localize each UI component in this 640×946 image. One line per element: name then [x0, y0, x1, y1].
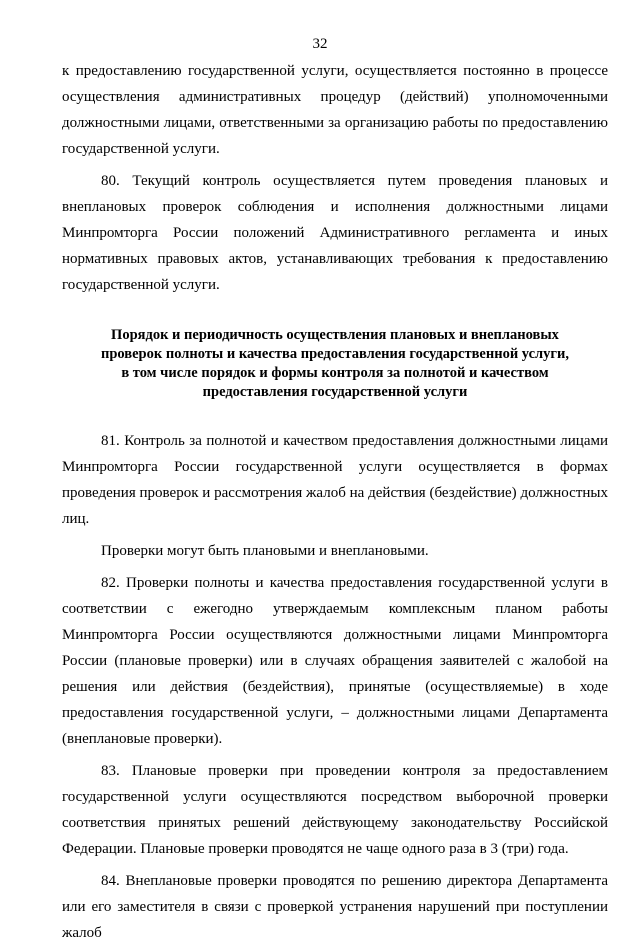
heading-line: проверок полноты и качества предоставления государственной услуги,: [100, 346, 569, 362]
section-heading: [62, 326, 608, 402]
paragraph-81: 81. Контроль за полнотой и качеством предоставления должностными лицами Минпромторга России государственной услуги осуществляется в формах проведения проверок и рассмотрения жалоб на действия (бездействие) должностных лиц.: [62, 433, 608, 527]
paragraph-continuation: к предоставлению государственной услуги, осуществляется постоянно в процессе осуществления административных процедур (действий) уполномоченными должностными лицами, ответственными за организацию работы по предоставлению государственной услуги.: [62, 63, 608, 157]
paragraph-82: 82. Проверки полноты и качества предоставления государственной услуги в соответствии с ежегодно утверждаемым комплексным планом работы Минпромторга России осуществляются должностными лицами Минпромторга России (плановые проверки) или в случаях обращения заявителей с жалобой на решения или действия (бездействия), принятые (осуществляемые) в ходе предоставления государственной услуги, – должностными лицами Департамента (внеплановые проверки).: [62, 575, 608, 747]
paragraph-83: 83. Плановые проверки при проведении контроля за предоставлением государственной услуги осуществляются посредством выборочной проверки соответствия принятых решений действующему законодательству Российской Федерации. Плановые проверки проводятся не чаще одного раза в 3 (три) года.: [62, 763, 608, 857]
heading-line: Порядок и периодичность осуществления плановых и внеплановых: [111, 327, 559, 343]
document-body: [62, 58, 608, 946]
heading-line: в том числе порядок и формы контроля за полнотой и качеством: [121, 365, 549, 381]
paragraph-80: 80. Текущий контроль осуществляется путем проведения плановых и внеплановых проверок соблюдения и исполнения должностными лицами Минпромторга России положений Административного регламента и иных нормативных правовых актов, устанавливающих требования к предоставлению государственной услуги.: [62, 173, 608, 293]
heading-line: предоставления государственной услуги: [202, 384, 468, 400]
paragraph-84: 84. Внеплановые проверки проводятся по решению директора Департамента или его заместителя в связи с проверкой устранения нарушений при поступлении жалоб: [62, 873, 608, 941]
page-number: 32: [312, 36, 328, 52]
paragraph-81-note: Проверки могут быть плановыми и внеплановыми.: [101, 543, 429, 559]
